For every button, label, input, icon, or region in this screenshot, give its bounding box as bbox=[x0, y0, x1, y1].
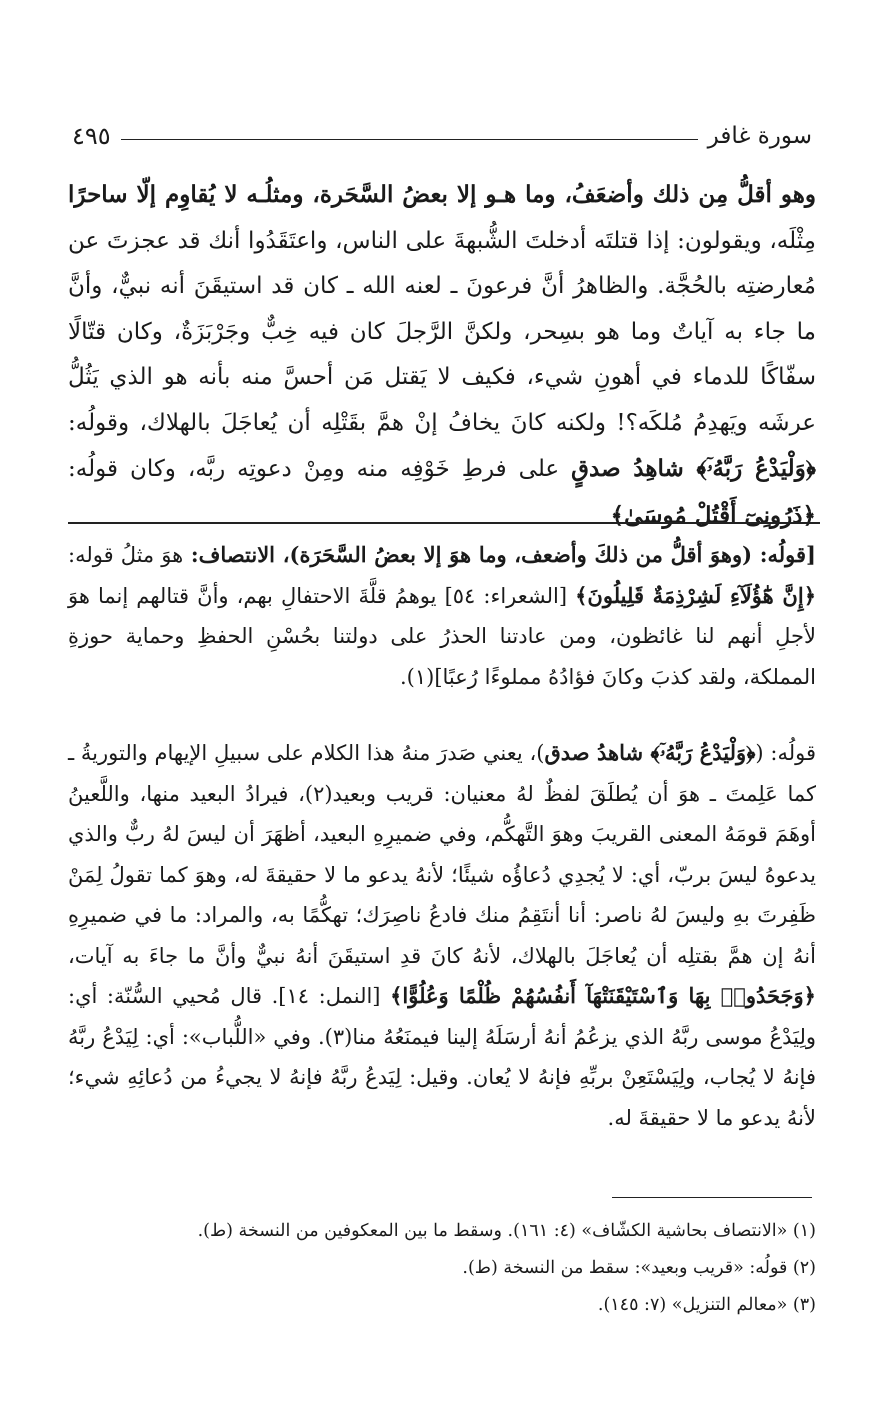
main-segment: مِثْلَه، ويقولون: إذا قتلتَه أدخلتَ الشُّبهةَ على الناس، واعتَقَدُوا أنك قد عجزتَ عن مُعارضتِه بالحُجَّة. والظاهرُ أنَّ فرعونَ ـ لعنه الله ـ كان قد استيقَنَ أنه نبيٌّ، وأنَّ ما جاء به آياتٌ وما هو بسِحر، ولكنَّ الرَّجلَ كان فيه خِبٌّ وجَرْبَزَةٌ، وكان قتّالًا سفّاكًا للدماء في أهونِ شيء، فكيف لا يَقتل مَن أحسَّ منه بأنه هو الذي يَثُلُّ عرشَه ويَهدِمُ مُلكَه؟! ولكنه كانَ يخافُ إنْ همَّ بقَتْلِه أن يُعاجَلَ بالهلاك، وقولُه: bbox=[68, 227, 816, 436]
commentary-segment: [الشعراء: ٥٤] يوهمُ قلَّةَ الاحتفالِ بهم، وأنَّ قتالهم إنما هوَ لأجلِ أنهم لنا غائظون، ومن عادتنا الحذرُ على دولتنا بحُسْنِ الحفظِ وحماية حوزةِ المملكة، ولقد كذبَ وكانَ فؤادُهُ مملوءًا رُعبًا](١). bbox=[68, 583, 816, 689]
footnote-rule bbox=[612, 1197, 812, 1198]
section-divider bbox=[68, 522, 820, 524]
quran-quote: ﴿إِنَّ هَٰٓؤُلَآءِ لَشِرْذِمَةٌ قَلِيلُونَ﴾ bbox=[575, 582, 816, 608]
commentary-segment: قولُه: ( bbox=[755, 741, 817, 765]
commentary-segment: [قولُه: (وهوَ أقلُّ من ذلكَ وأضعف، وما هوَ إلا بعضُ السَّحَرَة)، الانتصاف: bbox=[183, 542, 816, 567]
footnote-1: (١) «الانتصاف بحاشية الكشّاف» (٤: ١٦١). وسقط ما بين المعكوفين من النسخة (ط). bbox=[197, 1221, 816, 1241]
quran-quote: ﴿وَلْيَدْعُ رَبَّهُۥٓ﴾ bbox=[683, 455, 816, 482]
main-text bbox=[68, 172, 816, 539]
quran-quote: ﴿وَجَحَدُوا۟ بِهَا وَٱسْتَيْقَنَتْهَآ أَنفُسُهُمْ ظُلْمًا وَعُلُوًّا﴾ bbox=[390, 983, 816, 1008]
commentary-paragraph-2 bbox=[68, 733, 816, 1138]
running-header bbox=[72, 118, 812, 154]
commentary-paragraph-1 bbox=[68, 535, 816, 697]
commentary-segment: ﴿وَلْيَدْعُ رَبَّهُۥٓ﴾ شاهدُ صدق bbox=[544, 740, 756, 765]
commentary-segment: )، يعني صَدرَ منهُ هذا الكلام على سبيلِ الإيهام والتوريةُ ـ كما عَلِمتَ ـ هوَ أن يُطلَقَ لفظٌ لهُ معنيان: قريب وبعيد(٢)، فيرادُ البعيد منها، واللَّعينُ أوهَمَ قومَهُ المعنى القريبَ وهوَ التَّهكُّم، وفي ضميرِهِ البعيد، أظهَرَ أن ليسَ لهُ ربٌّ والذي يدعوهُ ليسَ بربّ، أي: لا يُجدِي دُعاؤُه شيئًا؛ لأنهُ يدعو ما لا حقيقةَ له، وهوَ كما تقولُ لِمَنْ ظَفِرتَ بهِ وليسَ لهُ ناصر: أنا أنتَقِمُ منك فادعُ ناصِرَك؛ تهكُّمًا به، والمراد: ما في ضميرِهِ أنهُ إن همَّ بقتلِه أن يُعاجَلَ بالهلاك، لأنهُ كانَ قدِ استيقَنَ أنهُ نبيٌّ وأنَّ ما جاءَ به آيات، bbox=[68, 741, 816, 968]
quran-quote: ﴿ذَرُونِىٓ أَقْتُلْ مُوسَىٰ﴾ bbox=[610, 501, 816, 529]
footnote-2: (٢) قولُه: «قريب وبعيد»: سقط من النسخة (ط). bbox=[462, 1258, 816, 1278]
commentary-segment: هوَ مثلُ قوله: bbox=[68, 543, 184, 567]
footnote-3: (٣) «معالم التنزيل» (٧: ١٤٥). bbox=[597, 1295, 816, 1315]
main-segment: على فرطِ خَوْفِه منه ومِنْ دعوتِه ربَّه، وكان قولُه: bbox=[68, 456, 572, 482]
surah-title: سورة غافر bbox=[707, 123, 812, 149]
main-segment: وهو أقلُّ مِن ذلك وأضعَفُ، وما هـو إلا بعضُ السَّحَرة، ومثلُـه لا يُقاوِم إلّا ساحرًا bbox=[68, 181, 816, 208]
main-segment: شاهِدُ صدقٍ bbox=[571, 455, 684, 482]
page-number: ٤٩٥ bbox=[72, 122, 111, 150]
footnotes bbox=[68, 1213, 816, 1324]
header-rule bbox=[121, 139, 698, 140]
commentary-segment: [النمل: ١٤]. قال مُحيي السُّنّة: أي: ولِيَدْعُ موسى ربَّهُ الذي يزعُمُ أنهُ أرسَلَهُ إلينا فيمنَعُهُ منا(٣). وفي «اللُّباب»: أي: لِيَدْعُ ربَّهُ فإنهُ لا يُجاب، ولِيَسْتَعِنْ بربِّهِ فإنهُ لا يُعان. وقيل: لِيَدعُ ربَّهُ فإنهُ لا يجيءُ من دُعائِهِ شيء؛ لأنهُ يدعو ما لا حقيقةَ له. bbox=[68, 984, 816, 1130]
